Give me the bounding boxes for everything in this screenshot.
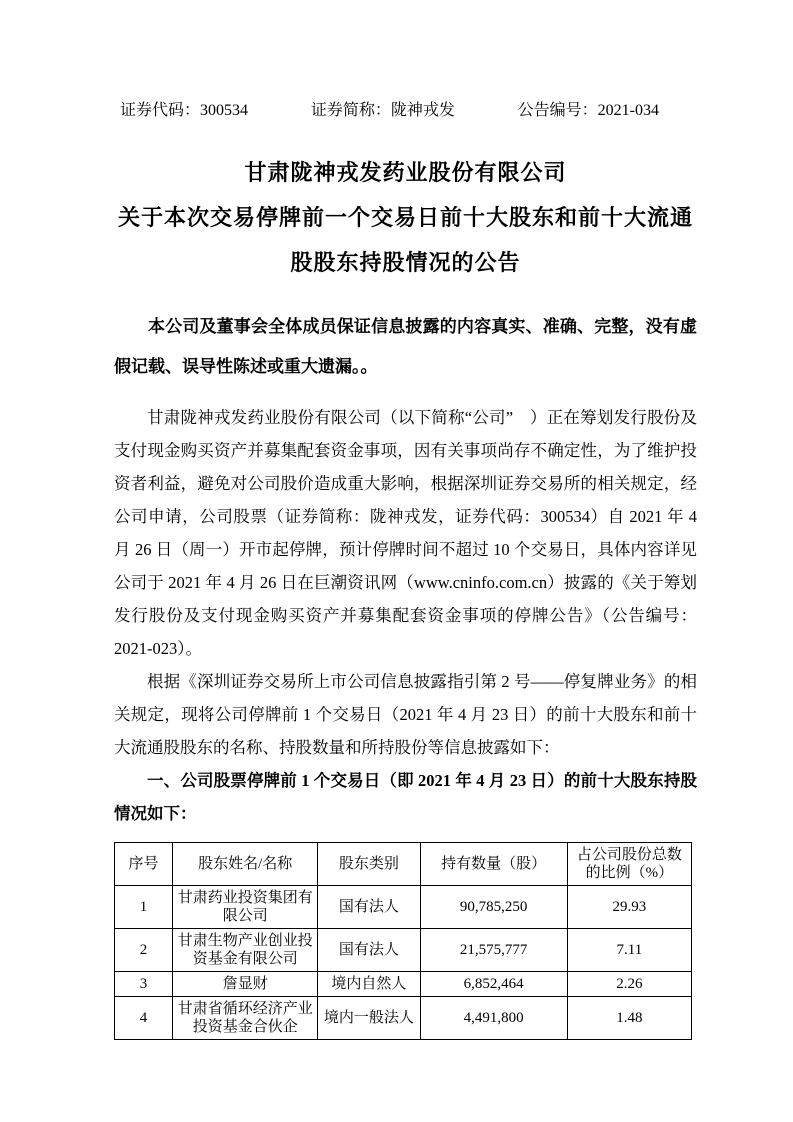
cell-shareholder-name: 詹显财 bbox=[173, 972, 318, 997]
table-header-row bbox=[115, 843, 692, 886]
table-row-4 bbox=[115, 997, 692, 1040]
announcement-number-label: 公告编号：2021-034 bbox=[517, 102, 659, 119]
section-heading-top10-shareholders: 一、公司股票停牌前 1 个交易日（即 2021 年 4 月 23 日）的前十大股东持股情况如下： bbox=[114, 771, 697, 823]
cell-shareholder-name: 甘肃生物产业创业投资基金有限公司 bbox=[173, 929, 318, 972]
col-header-shares-held: 持有数量（股） bbox=[420, 843, 567, 886]
title-line-subject-1: 关于本次交易停牌前一个交易日前十大股东和前十大流通 bbox=[117, 205, 693, 230]
cell-index: 2 bbox=[115, 929, 173, 972]
cell-shareholder-type: 境内一般法人 bbox=[318, 997, 420, 1040]
cell-shares-held: 21,575,777 bbox=[420, 929, 567, 972]
cell-index: 4 bbox=[115, 997, 173, 1040]
title-line-subject-2: 股股东持股情况的公告 bbox=[290, 250, 521, 275]
paragraph-suspension-background: 甘肃陇神戎发药业股份有限公司（以下简称“公司” ）正在筹划发行股份及支付现金购买资产并募集配套资金事项，因有关事项尚存不确定性，为了维护投资者利益，避免对公司股价造成重大影响，根据深圳证券交易所的相关规定，经公司申请，公司股票（证券简称：陇神戎发，证券代码：300534）自 2021 年 4 月 26 日（周一）开市起停牌，预计停牌时间不超过 10 个交易日，具体内容详见公司于 2021 年 4 月 26 日在巨潮资讯网（www.cninfo.com.cn）披露的《关于筹划发行股份及支付现金购买资产并募集配套资金事项的停牌公告》（公告编号：2021-023）。 bbox=[114, 408, 697, 658]
col-header-ownership-percent: 占公司股份总数的比例（%） bbox=[567, 843, 691, 886]
cell-shareholder-name: 甘肃药业投资集团有限公司 bbox=[173, 886, 318, 929]
col-header-index: 序号 bbox=[115, 843, 173, 886]
cell-ownership-percent: 2.26 bbox=[567, 972, 691, 997]
board-guarantee-notice: 本公司及董事会全体成员保证信息披露的内容真实、准确、完整，没有虚假记载、误导性陈述或重大遗漏。。 bbox=[114, 317, 697, 376]
cell-shares-held: 4,491,800 bbox=[420, 997, 567, 1040]
cell-ownership-percent: 29.93 bbox=[567, 886, 691, 929]
cell-shareholder-type: 国有法人 bbox=[318, 886, 420, 929]
document-title bbox=[114, 150, 697, 285]
cell-shares-held: 6,852,464 bbox=[420, 972, 567, 997]
col-header-shareholder-name: 股东姓名/名称 bbox=[173, 843, 318, 886]
cell-ownership-percent: 7.11 bbox=[567, 929, 691, 972]
cell-shareholder-type: 境内自然人 bbox=[318, 972, 420, 997]
table-row-3 bbox=[115, 972, 692, 997]
table-row-2 bbox=[115, 929, 692, 972]
cell-index: 3 bbox=[115, 972, 173, 997]
table-row-1 bbox=[115, 886, 692, 929]
cell-ownership-percent: 1.48 bbox=[567, 997, 691, 1040]
cell-shareholder-type: 国有法人 bbox=[318, 929, 420, 972]
paragraph-disclosure-basis: 根据《深圳证券交易所上市公司信息披露指引第 2 号——停复牌业务》的相关规定，现将公司停牌前 1 个交易日（2021 年 4 月 23 日）的前十大股东和前十大流通股股东的名称、持股数量和所持股份等信息披露如下： bbox=[114, 672, 697, 757]
title-line-company: 甘肃陇神戎发药业股份有限公司 bbox=[244, 160, 567, 185]
top10-shareholders-table bbox=[114, 842, 692, 1040]
cell-shareholder-name: 甘肃省循环经济产业投资基金合伙企 bbox=[173, 997, 318, 1040]
cell-index: 1 bbox=[115, 886, 173, 929]
stock-abbr-label: 证券简称：陇神戎发 bbox=[310, 102, 455, 119]
cell-shares-held: 90,785,250 bbox=[420, 886, 567, 929]
stock-code-label: 证券代码：300534 bbox=[120, 102, 249, 119]
col-header-shareholder-type: 股东类别 bbox=[318, 843, 420, 886]
document-header bbox=[114, 100, 697, 122]
